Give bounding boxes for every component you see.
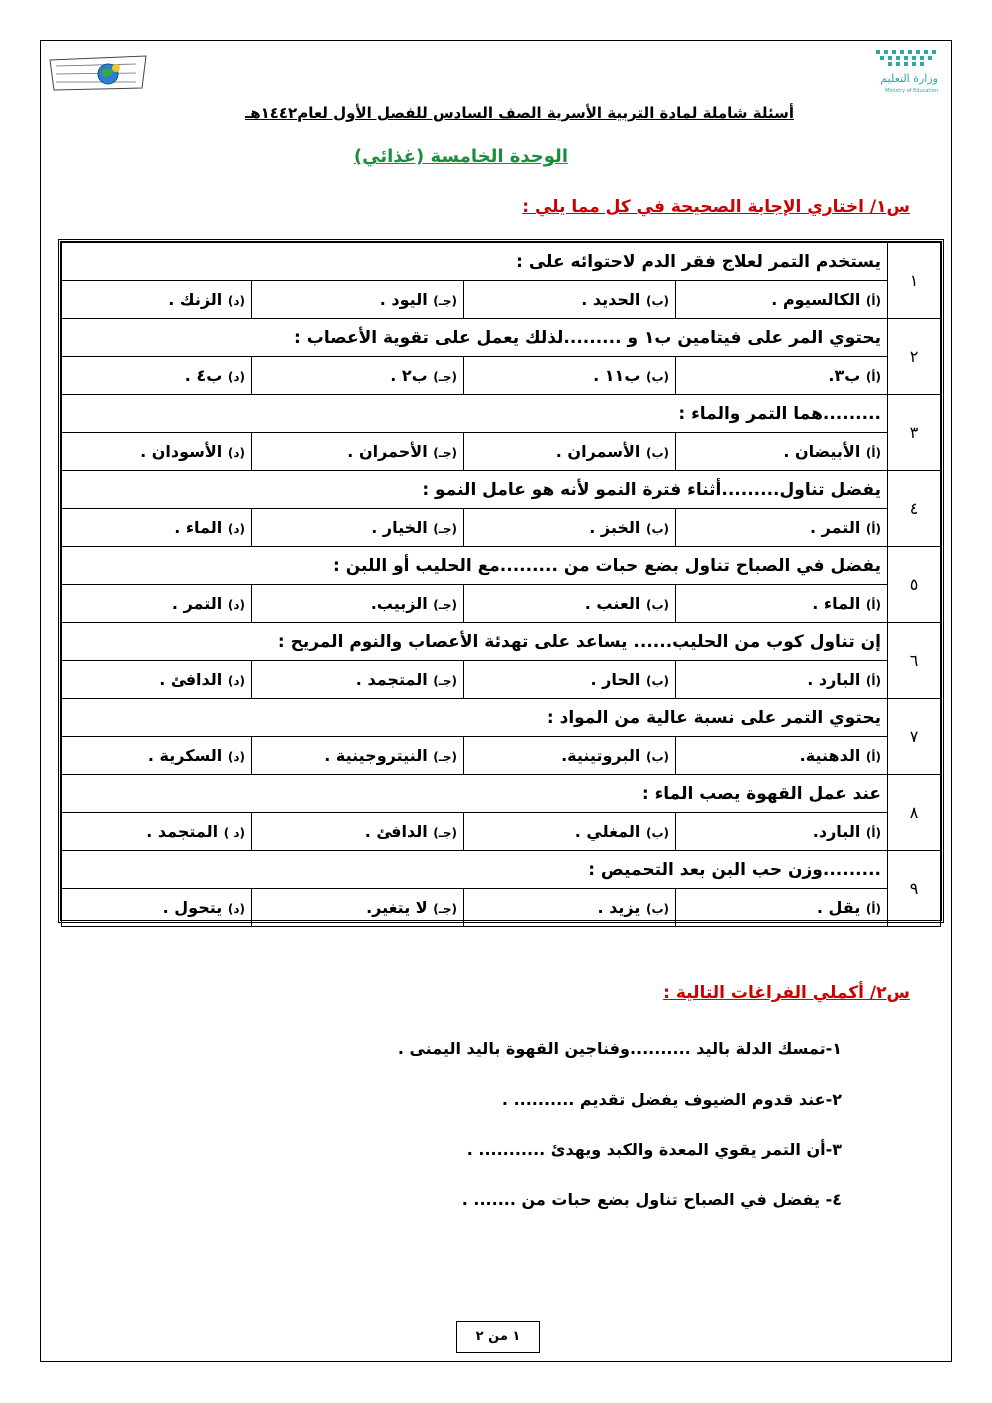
option-label: (د) — [227, 750, 245, 764]
answer-option[interactable] — [464, 509, 676, 547]
option-label: (ب) — [645, 902, 669, 916]
options-row — [62, 889, 941, 927]
answer-option[interactable] — [676, 281, 888, 319]
option-label: (جـ) — [433, 598, 457, 612]
answer-option[interactable] — [464, 661, 676, 699]
question-number: ٤ — [888, 471, 941, 547]
answer-option[interactable] — [62, 357, 252, 395]
fill-blank-item: ١-تمسك الدلة باليد ..........وفناجين القهوة باليد اليمنى . — [397, 1039, 842, 1058]
question-text: عند عمل القهوة يصب الماء : — [62, 775, 888, 813]
answer-option[interactable] — [62, 813, 252, 851]
option-text: السكرية . — [147, 746, 223, 765]
option-label: (أ) — [865, 370, 881, 384]
option-label: (جـ) — [433, 674, 457, 688]
option-text: يزيد . — [597, 898, 641, 917]
fill-blank-item: ٢-عند قدوم الضيوف يفضل تقديم .......... . — [501, 1090, 842, 1109]
school-logo-icon — [46, 52, 156, 94]
option-label: (جـ) — [433, 750, 457, 764]
answer-option[interactable] — [464, 357, 676, 395]
options-row — [62, 737, 941, 775]
question-row — [62, 699, 941, 737]
question-text: يفضل تناول.........أثناء فترة النمو لأنه هو عامل النمو : — [62, 471, 888, 509]
options-row — [62, 661, 941, 699]
option-text: الماء . — [174, 518, 223, 537]
option-label: (ب) — [645, 522, 669, 536]
question-row — [62, 243, 941, 281]
question1-heading: س١/ اختاري الإجابة الصحيحة في كل مما يلي : — [522, 197, 910, 217]
option-text: التمر . — [809, 518, 861, 537]
options-row — [62, 357, 941, 395]
fill-blank-item: ٤- يفضل في الصباح تناول بضع حبات من ....... . — [461, 1190, 842, 1209]
option-label: (أ) — [865, 674, 881, 688]
answer-option[interactable] — [676, 813, 888, 851]
option-label: (د) — [227, 522, 245, 536]
option-label: (ب) — [645, 294, 669, 308]
answer-option[interactable] — [464, 585, 676, 623]
question-number: ٩ — [888, 851, 941, 927]
ministry-logo — [866, 46, 944, 102]
answer-option[interactable] — [464, 889, 676, 927]
option-text: الزبيب. — [370, 594, 428, 613]
option-text: الكالسيوم . — [771, 290, 861, 309]
option-text: الدهنية. — [799, 746, 861, 765]
option-text: الحديد . — [581, 290, 641, 309]
question-text: إن تناول كوب من الحليب...... يساعد على تهدئة الأعصاب والنوم المريح : — [62, 623, 888, 661]
question-row — [62, 471, 941, 509]
question-row — [62, 319, 941, 357]
option-label: (ب) — [645, 370, 669, 384]
page-number: ١ من ٢ — [456, 1321, 540, 1353]
page-title: أسئلة شاملة لمادة التربية الأسرية الصف السادس للفصل الأول لعام١٤٤٢هـ — [245, 104, 794, 122]
answer-option[interactable] — [676, 433, 888, 471]
option-text: يتحول . — [162, 898, 223, 917]
question-number: ٨ — [888, 775, 941, 851]
answer-option[interactable] — [252, 813, 464, 851]
question-row — [62, 851, 941, 889]
option-label: (جـ) — [433, 370, 457, 384]
option-label: (أ) — [865, 446, 881, 460]
option-label: (د) — [227, 674, 245, 688]
question-number: ٧ — [888, 699, 941, 775]
option-text: الخيار . — [371, 518, 428, 537]
question-text: يحتوي التمر على نسبة عالية من المواد : — [62, 699, 888, 737]
option-label: (ب) — [645, 446, 669, 460]
option-label: (ب) — [645, 826, 669, 840]
answer-option[interactable] — [62, 585, 252, 623]
answer-option[interactable] — [676, 585, 888, 623]
option-text: لا يتغير. — [366, 898, 428, 917]
question-row — [62, 775, 941, 813]
answer-option[interactable] — [464, 813, 676, 851]
unit-title: الوحدة الخامسة (غذائي) — [353, 146, 568, 167]
question2-heading: س٢/ أكملي الفراغات التالية : — [663, 983, 910, 1003]
option-text: ب٢ . — [390, 366, 428, 385]
answer-option[interactable] — [464, 433, 676, 471]
option-label: (أ) — [865, 294, 881, 308]
answer-option[interactable] — [464, 281, 676, 319]
options-row — [62, 585, 941, 623]
answer-option[interactable] — [252, 889, 464, 927]
answer-option[interactable] — [676, 889, 888, 927]
option-text: الماء . — [812, 594, 861, 613]
question-text: .........وزن حب البن بعد التحميص : — [62, 851, 888, 889]
option-label: (أ) — [865, 902, 881, 916]
ministry-name-ar: وزارة التعليم — [880, 72, 938, 85]
option-label: (ب) — [645, 598, 669, 612]
option-text: المغلي . — [574, 822, 641, 841]
answer-option[interactable] — [62, 433, 252, 471]
option-label: (أ) — [865, 826, 881, 840]
option-label: (د ) — [223, 826, 245, 840]
option-text: ب٣. — [828, 366, 861, 385]
option-label: (جـ) — [433, 294, 457, 308]
question-number: ٦ — [888, 623, 941, 699]
option-label: (ب) — [645, 750, 669, 764]
option-text: الأسودان . — [140, 442, 223, 461]
answer-option[interactable] — [676, 737, 888, 775]
answer-option[interactable] — [676, 509, 888, 547]
option-label: (د) — [227, 370, 245, 384]
option-label: (د) — [227, 598, 245, 612]
question-text: يحتوي المر على فيتامين ب١ و .........لذلك يعمل على تقوية الأعصاب : — [62, 319, 888, 357]
option-text: الزنك . — [168, 290, 223, 309]
question-text: .........هما التمر والماء : — [62, 395, 888, 433]
option-text: الدافئ . — [159, 670, 223, 689]
question-row — [62, 623, 941, 661]
option-text: الخبز . — [589, 518, 641, 537]
ministry-name-en: Ministry of Education — [885, 88, 938, 94]
answer-option[interactable] — [62, 889, 252, 927]
question-number: ٢ — [888, 319, 941, 395]
answer-option[interactable] — [252, 357, 464, 395]
question-row — [62, 395, 941, 433]
option-label: (د) — [227, 902, 245, 916]
option-label: (جـ) — [433, 522, 457, 536]
option-label: (أ) — [865, 522, 881, 536]
option-text: العنب . — [584, 594, 641, 613]
mcq-table — [58, 239, 944, 923]
option-text: البارد . — [807, 670, 861, 689]
option-label: (ب) — [645, 674, 669, 688]
answer-option[interactable] — [252, 509, 464, 547]
question-text: يفضل في الصباح تناول بضع حبات من .........مع الحليب أو اللبن : — [62, 547, 888, 585]
option-text: يقل . — [816, 898, 861, 917]
option-text: المتجمد . — [355, 670, 428, 689]
question-text: يستخدم التمر لعلاج فقر الدم لاحتوائه على : — [62, 243, 888, 281]
option-text: الأسمران . — [555, 442, 641, 461]
question-number: ١ — [888, 243, 941, 319]
question-row — [62, 547, 941, 585]
question-number: ٥ — [888, 547, 941, 623]
options-row — [62, 509, 941, 547]
options-row — [62, 813, 941, 851]
option-label: (جـ) — [433, 446, 457, 460]
option-label: (أ) — [865, 598, 881, 612]
option-text: التمر . — [171, 594, 223, 613]
question-number: ٣ — [888, 395, 941, 471]
answer-option[interactable] — [252, 281, 464, 319]
option-text: اليود . — [379, 290, 428, 309]
answer-option[interactable] — [62, 661, 252, 699]
option-text: ب٤ . — [184, 366, 223, 385]
fill-blank-item: ٣-أن التمر يقوي المعدة والكبد ويهدئ ........... . — [466, 1140, 842, 1159]
answer-option[interactable] — [252, 433, 464, 471]
option-label: (د) — [227, 294, 245, 308]
answer-option[interactable] — [676, 357, 888, 395]
option-label: (أ) — [865, 750, 881, 764]
option-label: (جـ) — [433, 902, 457, 916]
answer-option[interactable] — [252, 661, 464, 699]
answer-option[interactable] — [252, 585, 464, 623]
option-text: ب١١ . — [593, 366, 641, 385]
answer-option[interactable] — [62, 737, 252, 775]
option-text: الدافئ . — [364, 822, 428, 841]
option-label: (جـ) — [433, 826, 457, 840]
option-text: الأحمران . — [347, 442, 428, 461]
option-text: البارد. — [812, 822, 861, 841]
option-text: المتجمد . — [146, 822, 219, 841]
option-text: الحار . — [590, 670, 641, 689]
option-text: البروتينية. — [561, 746, 641, 765]
answer-option[interactable] — [252, 737, 464, 775]
answer-option[interactable] — [62, 509, 252, 547]
answer-option[interactable] — [464, 737, 676, 775]
option-text: الأبيضان . — [783, 442, 861, 461]
option-label: (د) — [227, 446, 245, 460]
answer-option[interactable] — [676, 661, 888, 699]
option-text: النيتروجينية . — [324, 746, 428, 765]
options-row — [62, 281, 941, 319]
options-row — [62, 433, 941, 471]
answer-option[interactable] — [62, 281, 252, 319]
